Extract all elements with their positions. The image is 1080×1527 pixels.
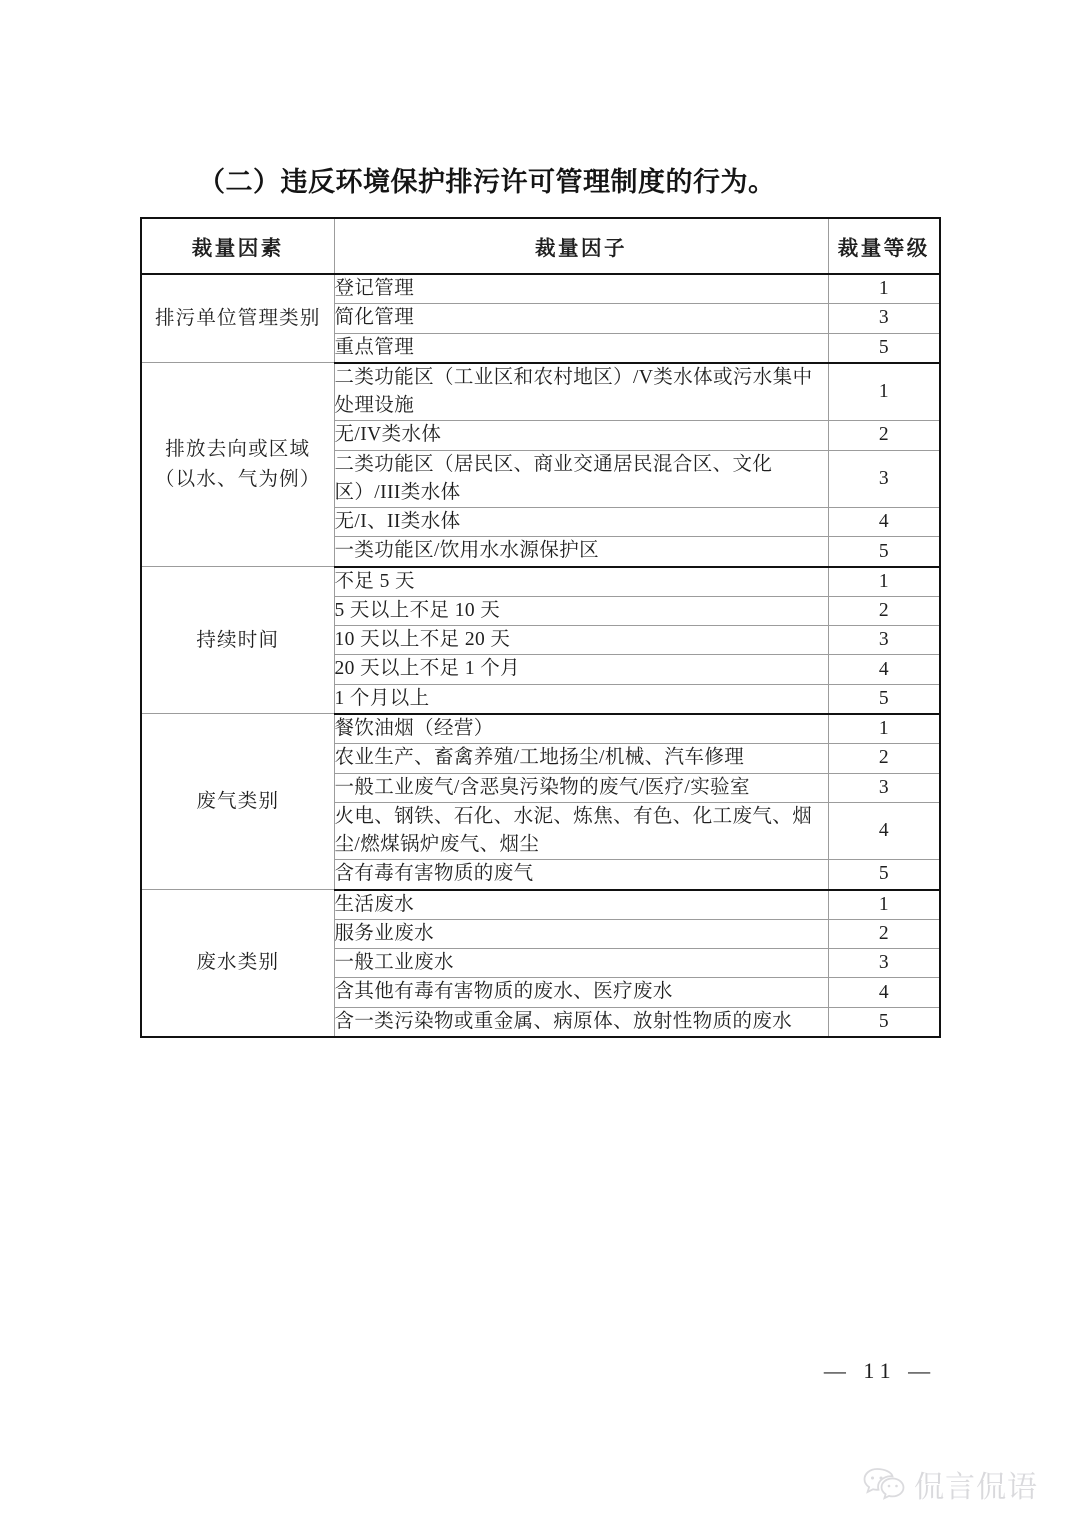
watermark-label: 侃言侃语 xyxy=(914,1471,1038,1504)
discretion-level-cell: 3 xyxy=(828,304,940,333)
discretion-level-cell: 5 xyxy=(828,1007,940,1037)
factor-item-cell: 农业生产、畜禽养殖/工地扬尘/机械、汽车修理 xyxy=(334,744,828,773)
factor-item-cell: 登记管理 xyxy=(334,274,828,304)
factor-item-cell: 简化管理 xyxy=(334,304,828,333)
discretion-level-cell: 5 xyxy=(828,684,940,714)
factor-item-cell: 一般工业废气/含恶臭污染物的废气/医疗/实验室 xyxy=(334,773,828,802)
factor-item-cell: 10 天以上不足 20 天 xyxy=(334,626,828,655)
discretion-level-cell: 1 xyxy=(828,714,940,744)
watermark xyxy=(862,1462,1038,1506)
discretion-level-cell: 2 xyxy=(828,919,940,948)
factor-item-cell: 餐饮油烟（经营） xyxy=(334,714,828,744)
wechat-bubbles-icon xyxy=(862,1466,906,1502)
discretion-factors-table xyxy=(140,217,941,1038)
factor-category-cell: 持续时间 xyxy=(141,567,334,714)
factor-item-cell: 火电、钢铁、石化、水泥、炼焦、有色、化工废气、烟尘/燃煤锅炉废气、烟尘 xyxy=(334,802,828,860)
discretion-table-container xyxy=(140,217,939,1038)
factor-item-cell: 含有毒有害物质的废气 xyxy=(334,860,828,890)
factor-item-cell: 无/I、II类水体 xyxy=(334,508,828,537)
discretion-level-cell: 2 xyxy=(828,596,940,625)
column-header-level: 裁量等级 xyxy=(828,218,940,274)
discretion-level-cell: 5 xyxy=(828,333,940,363)
factor-category-cell: 排污单位管理类别 xyxy=(141,274,334,363)
table-header-row xyxy=(141,218,940,274)
table-row xyxy=(141,890,940,920)
factor-item-cell: 二类功能区（工业区和农村地区）/V类水体或污水集中处理设施 xyxy=(334,363,828,421)
discretion-level-cell: 2 xyxy=(828,744,940,773)
table-row xyxy=(141,274,940,304)
page-number: — 11 — xyxy=(823,1358,937,1383)
column-header-factor: 裁量因素 xyxy=(141,218,334,274)
discretion-level-cell: 4 xyxy=(828,508,940,537)
discretion-level-cell: 3 xyxy=(828,949,940,978)
table-body xyxy=(141,274,940,1037)
discretion-level-cell: 1 xyxy=(828,274,940,304)
discretion-level-cell: 4 xyxy=(828,655,940,684)
factor-item-cell: 无/IV类水体 xyxy=(334,421,828,450)
table-row xyxy=(141,363,940,421)
factor-item-cell: 一般工业废水 xyxy=(334,949,828,978)
discretion-level-cell: 1 xyxy=(828,363,940,421)
discretion-level-cell: 4 xyxy=(828,802,940,860)
factor-item-cell: 5 天以上不足 10 天 xyxy=(334,596,828,625)
table-header xyxy=(141,218,940,274)
factor-item-cell: 重点管理 xyxy=(334,333,828,363)
factor-category-cell: 废气类别 xyxy=(141,714,334,890)
factor-category-cell: 废水类别 xyxy=(141,890,334,1037)
factor-item-cell: 一类功能区/饮用水水源保护区 xyxy=(334,537,828,567)
discretion-level-cell: 5 xyxy=(828,860,940,890)
discretion-level-cell: 3 xyxy=(828,773,940,802)
discretion-level-cell: 4 xyxy=(828,978,940,1007)
factor-item-cell: 服务业废水 xyxy=(334,919,828,948)
table-row xyxy=(141,567,940,597)
factor-item-cell: 生活废水 xyxy=(334,890,828,920)
discretion-level-cell: 2 xyxy=(828,421,940,450)
discretion-level-cell: 1 xyxy=(828,890,940,920)
page-title: （二）违反环境保护排污许可管理制度的行为。 xyxy=(198,167,776,197)
factor-item-cell: 不足 5 天 xyxy=(334,567,828,597)
column-header-sub-factor: 裁量因子 xyxy=(334,218,828,274)
discretion-level-cell: 3 xyxy=(828,450,940,508)
factor-item-cell: 20 天以上不足 1 个月 xyxy=(334,655,828,684)
table-row xyxy=(141,714,940,744)
discretion-level-cell: 5 xyxy=(828,537,940,567)
factor-item-cell: 含其他有毒有害物质的废水、医疗废水 xyxy=(334,978,828,1007)
factor-item-cell: 1 个月以上 xyxy=(334,684,828,714)
discretion-level-cell: 1 xyxy=(828,567,940,597)
factor-category-cell: 排放去向或区域 （以水、气为例） xyxy=(141,363,334,567)
discretion-level-cell: 3 xyxy=(828,626,940,655)
factor-item-cell: 二类功能区（居民区、商业交通居民混合区、文化区）/III类水体 xyxy=(334,450,828,508)
factor-item-cell: 含一类污染物或重金属、病原体、放射性物质的废水 xyxy=(334,1007,828,1037)
